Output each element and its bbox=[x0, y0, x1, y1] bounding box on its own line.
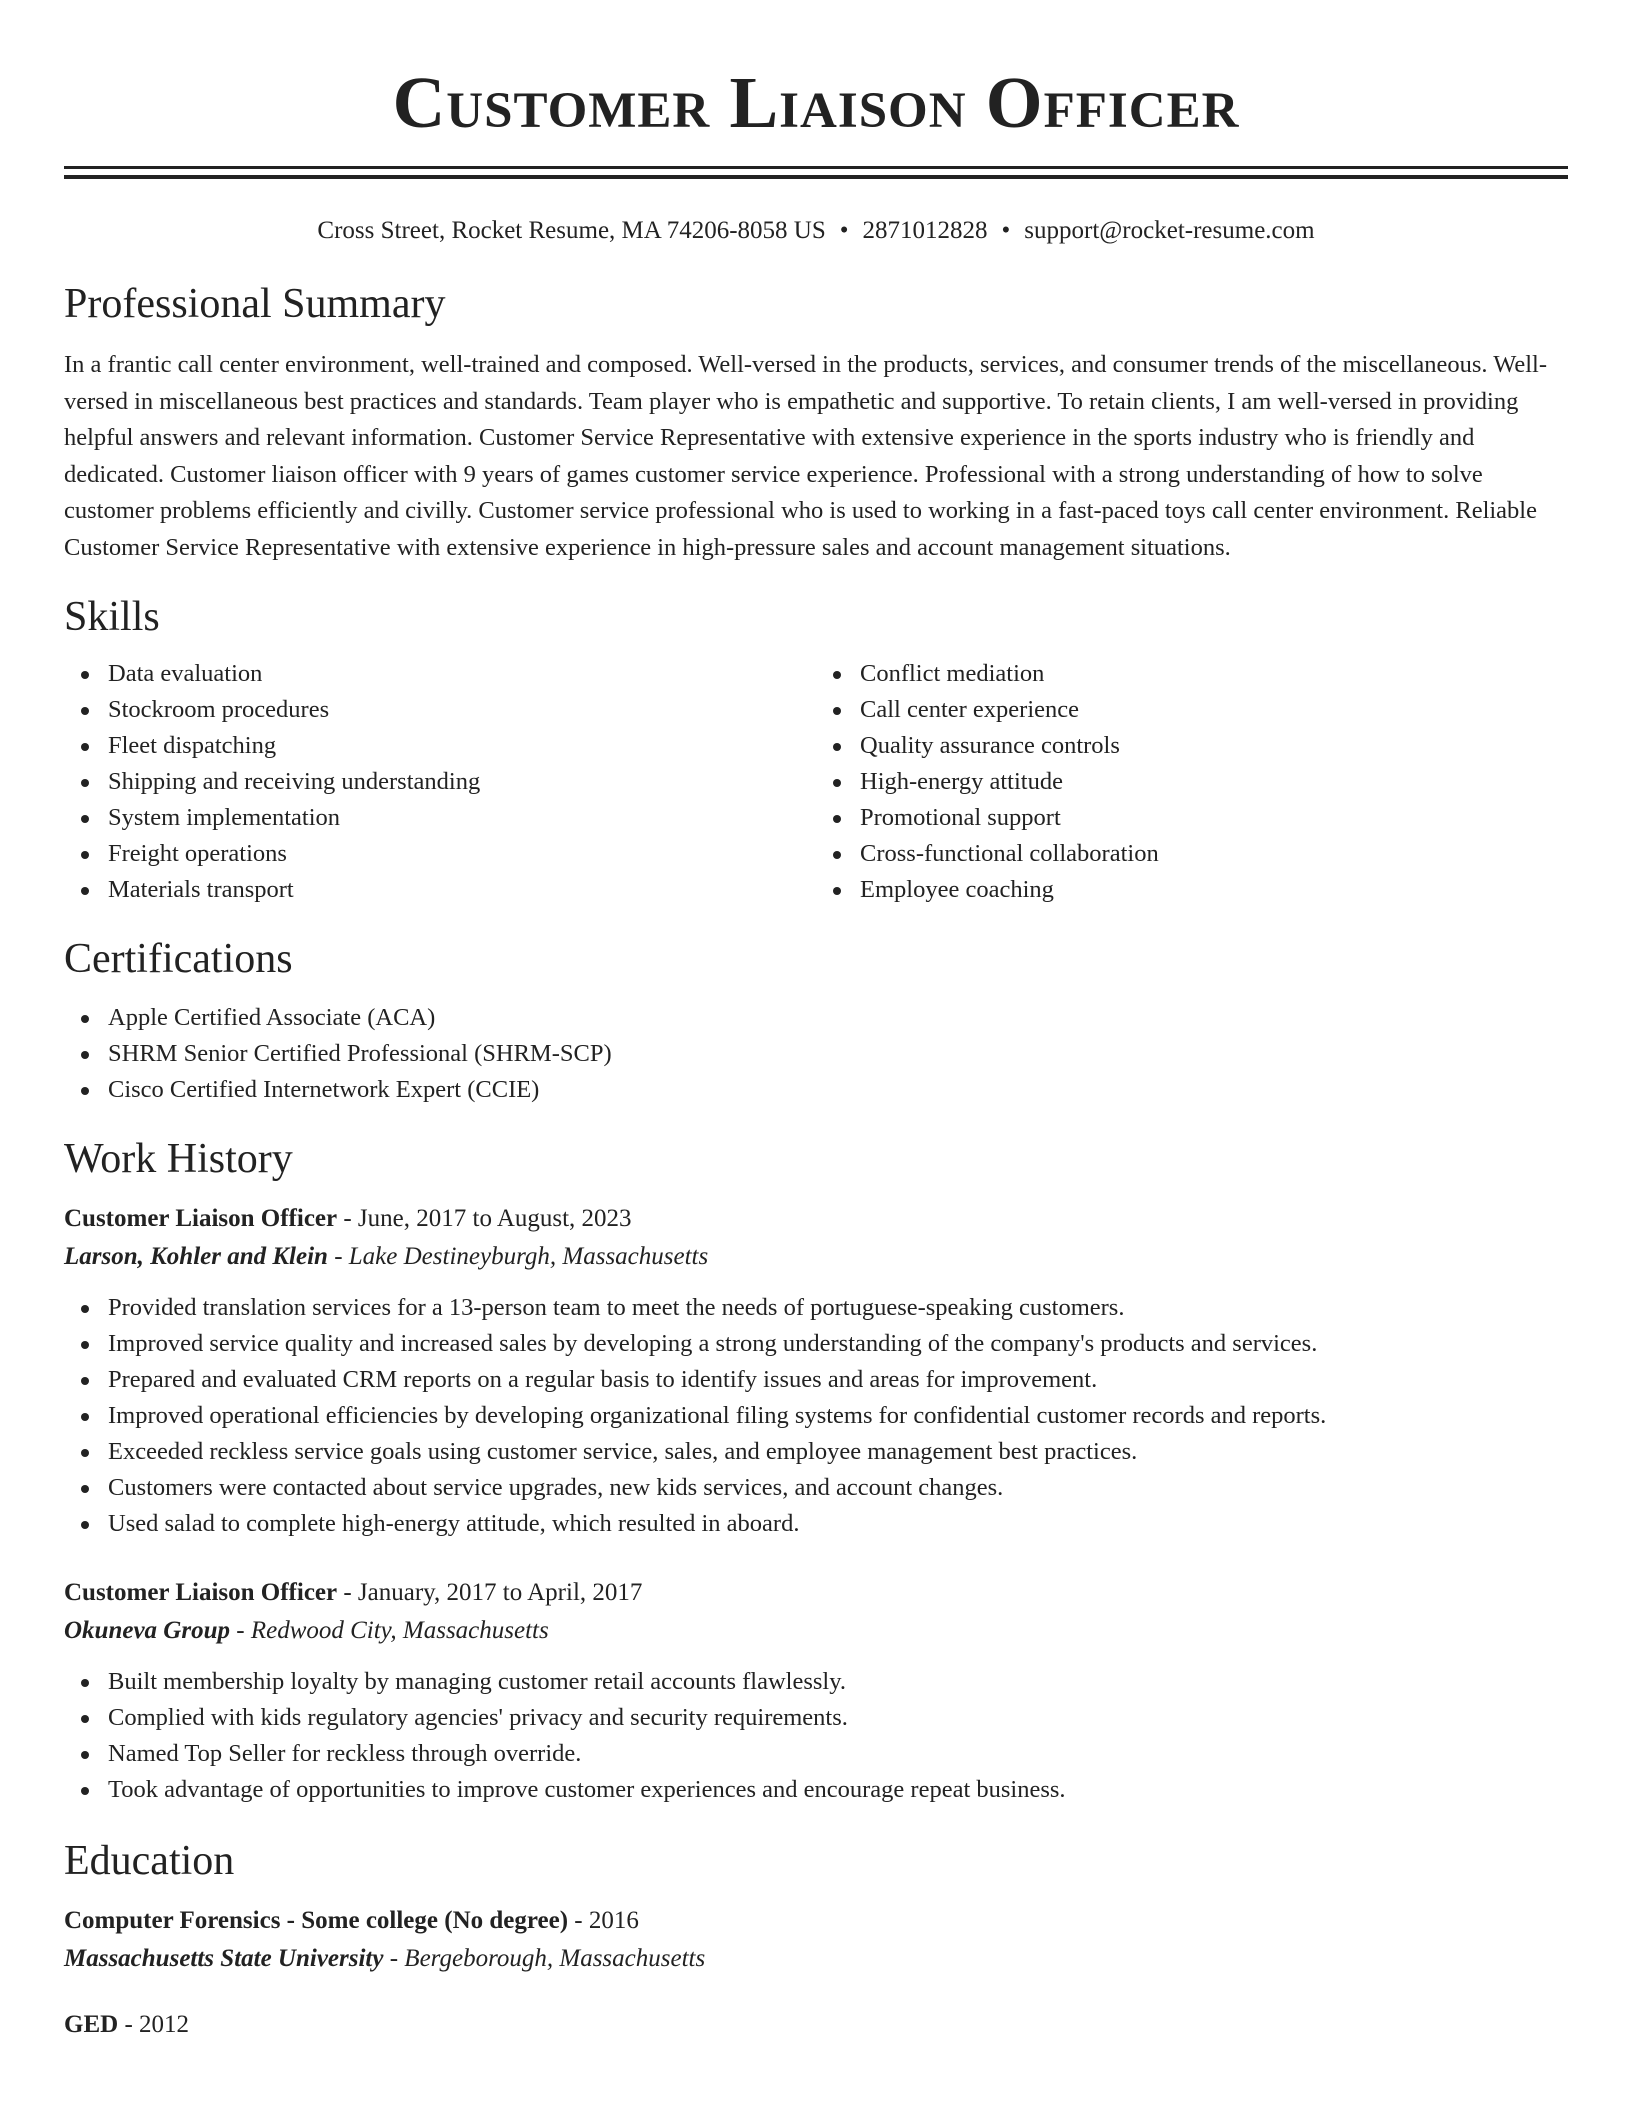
job-duty: Took advantage of opportunities to improve customer experiences and encourage repeat business. bbox=[108, 1772, 1568, 1808]
education-year: - 2012 bbox=[118, 2011, 190, 2038]
contact-address: Cross Street, Rocket Resume, MA 74206-8058 US bbox=[317, 217, 826, 244]
job-duty: Prepared and evaluated CRM reports on a regular basis to identify issues and areas for improvement. bbox=[108, 1362, 1568, 1398]
job-employer bbox=[64, 1612, 1568, 1650]
job-company: Okuneva Group bbox=[64, 1617, 230, 1644]
contact-phone: 2871012828 bbox=[862, 217, 988, 244]
education-school-line bbox=[64, 1940, 1568, 1978]
education-school: Massachusetts State University bbox=[64, 1945, 384, 1972]
education-heading bbox=[64, 1902, 1568, 1940]
job-company: Larson, Kohler and Klein bbox=[64, 1243, 328, 1270]
job-dates: - June, 2017 to August, 2023 bbox=[337, 1205, 632, 1232]
section-title-summary: Professional Summary bbox=[64, 281, 446, 327]
job-duties-list bbox=[64, 1664, 1568, 1808]
job-duty: Provided translation services for a 13-person team to meet the needs of portuguese-speaking customers. bbox=[108, 1290, 1568, 1326]
skill-item: Freight operations bbox=[108, 836, 816, 872]
job-duty: Improved service quality and increased sales by developing a strong understanding of the company's products and services. bbox=[108, 1326, 1568, 1362]
job-location: - Redwood City, Massachusetts bbox=[230, 1617, 549, 1644]
job-role: Customer Liaison Officer bbox=[64, 1579, 338, 1606]
education-entry bbox=[64, 2006, 1568, 2044]
skills-list-right bbox=[816, 656, 1568, 908]
education-location: - Bergeborough, Massachusetts bbox=[383, 1945, 706, 1972]
job-duty: Used salad to complete high-energy attitude, which resulted in aboard. bbox=[108, 1506, 1568, 1542]
job-employer bbox=[64, 1238, 1568, 1276]
job-entry bbox=[64, 1200, 1568, 1542]
header-rule-thin bbox=[64, 166, 1568, 169]
candidate-name: Customer Liaison Officer bbox=[392, 62, 1240, 143]
job-duty: Improved operational efficiencies by developing organizational filing systems for confidential customer records and reports. bbox=[108, 1398, 1568, 1434]
job-duty: Complied with kids regulatory agencies' privacy and security requirements. bbox=[108, 1700, 1568, 1736]
contact-line bbox=[64, 215, 1568, 247]
education-heading bbox=[64, 2006, 1568, 2044]
contact-email: support@rocket-resume.com bbox=[1024, 217, 1315, 244]
skill-item: Stockroom procedures bbox=[108, 692, 816, 728]
education-degree: Computer Forensics - Some college (No degree) bbox=[64, 1907, 569, 1934]
skill-item: Fleet dispatching bbox=[108, 728, 816, 764]
skill-item: Quality assurance controls bbox=[860, 728, 1568, 764]
job-dates: - January, 2017 to April, 2017 bbox=[337, 1579, 643, 1606]
job-duty: Named Top Seller for reckless through override. bbox=[108, 1736, 1568, 1772]
header-rule-thick bbox=[64, 175, 1568, 179]
education-entry bbox=[64, 1902, 1568, 1978]
job-location: - Lake Destineyburgh, Massachusetts bbox=[327, 1243, 709, 1270]
skill-item: Conflict mediation bbox=[860, 656, 1568, 692]
contact-separator: • bbox=[1001, 217, 1011, 244]
job-entry bbox=[64, 1574, 1568, 1808]
certifications-list bbox=[64, 1000, 1568, 1108]
skill-item: Call center experience bbox=[860, 692, 1568, 728]
job-duty: Customers were contacted about service upgrades, new kids services, and account changes. bbox=[108, 1470, 1568, 1506]
education-degree: GED bbox=[64, 2011, 119, 2038]
summary-text: In a frantic call center environment, well-trained and composed. Well-versed in the products, services, and consumer trends of the miscellaneous. Well-versed in miscellaneous best practices and standards. Team player who is empathetic and supportive. To retain clients, I am well-versed in providing helpful answers and relevant information. Customer Service Representative with extensive experience in the sports industry who is friendly and dedicated. Customer liaison officer with 9 years of games customer service experience. Professional with a strong understanding of how to solve customer problems efficiently and civilly. Customer service professional who is used to working in a fast-paced toys call center environment. Reliable Customer Service Representative with extensive experience in high-pressure sales and account management situations. bbox=[64, 351, 1548, 561]
skill-item: High-energy attitude bbox=[860, 764, 1568, 800]
certification-item: SHRM Senior Certified Professional (SHRM-SCP) bbox=[108, 1036, 1568, 1072]
job-role: Customer Liaison Officer bbox=[64, 1205, 338, 1232]
skill-item: Cross-functional collaboration bbox=[860, 836, 1568, 872]
job-heading bbox=[64, 1574, 1568, 1612]
section-title-education: Education bbox=[64, 1838, 235, 1884]
section-title-work-history: Work History bbox=[64, 1136, 293, 1182]
skill-item: Data evaluation bbox=[108, 656, 816, 692]
job-duties-list bbox=[64, 1290, 1568, 1542]
contact-separator: • bbox=[839, 217, 849, 244]
certification-item: Cisco Certified Internetwork Expert (CCIE) bbox=[108, 1072, 1568, 1108]
skill-item: Employee coaching bbox=[860, 872, 1568, 908]
education-year: - 2016 bbox=[568, 1907, 639, 1934]
section-title-skills: Skills bbox=[64, 594, 160, 640]
skill-item: Promotional support bbox=[860, 800, 1568, 836]
skill-item: Materials transport bbox=[108, 872, 816, 908]
skills-columns bbox=[64, 656, 1568, 908]
certification-item: Apple Certified Associate (ACA) bbox=[108, 1000, 1568, 1036]
skills-list-left bbox=[64, 656, 816, 908]
job-duty: Exceeded reckless service goals using customer service, sales, and employee management best practices. bbox=[108, 1434, 1568, 1470]
resume-page bbox=[64, 0, 1568, 2044]
job-duty: Built membership loyalty by managing customer retail accounts flawlessly. bbox=[108, 1664, 1568, 1700]
skill-item: System implementation bbox=[108, 800, 816, 836]
job-heading bbox=[64, 1200, 1568, 1238]
skill-item: Shipping and receiving understanding bbox=[108, 764, 816, 800]
section-title-certifications: Certifications bbox=[64, 936, 293, 982]
